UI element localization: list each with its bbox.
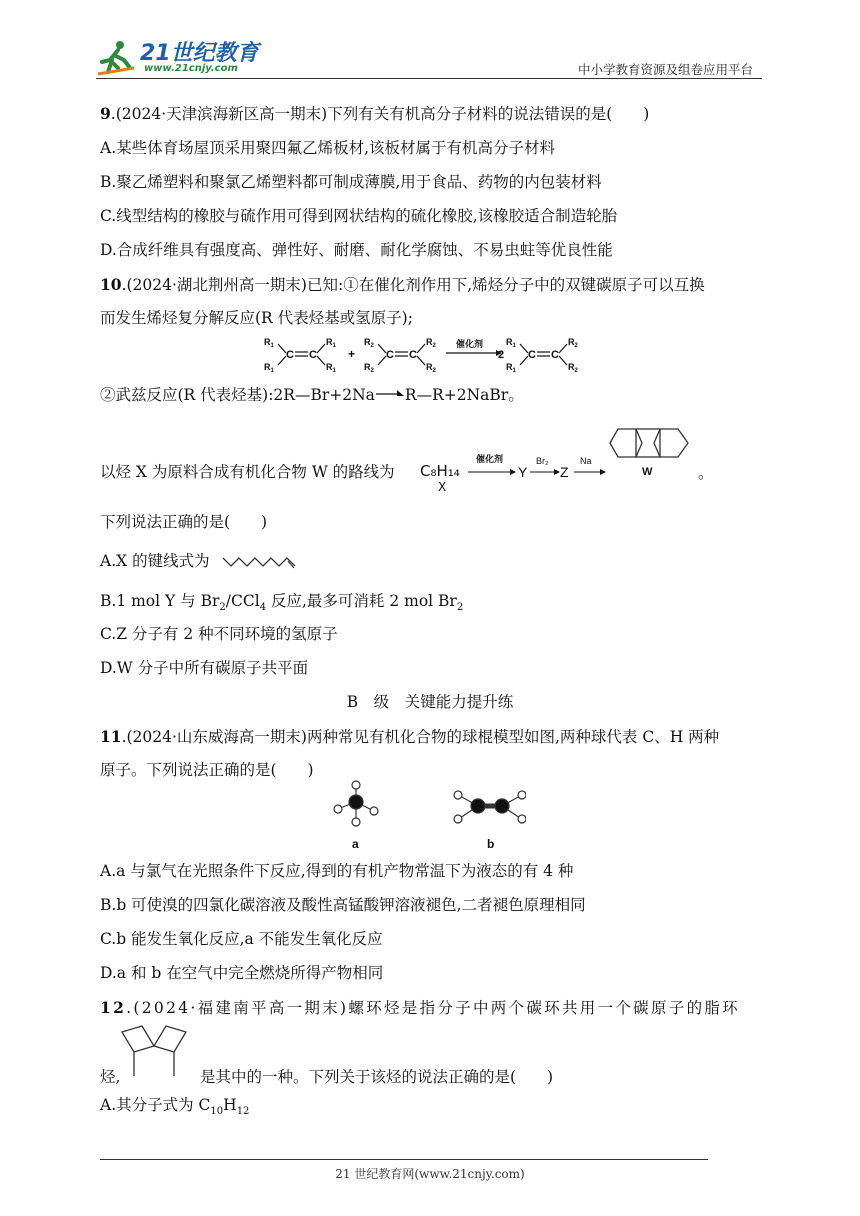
ball-stick-models [326, 780, 526, 852]
q12-stem-1-text: .(2024·福建南平高一期末)螺环烃是指分子中两个碳环共用一个碳原子的脂环 [126, 999, 740, 1017]
q11-stem-1 [100, 726, 719, 748]
q10-option-c: C.Z 分子有 2 种不同环境的氢原子 [100, 625, 338, 643]
wurtz-arrow-icon [375, 389, 405, 403]
route-z-label: Z [560, 464, 569, 480]
svg-text:R1: $R_1$ [264, 337, 274, 349]
q10-option-b: B.1 mol Y 与 $Br_2/CCl_4$ 反应,最多可消耗 2 mol $Br_2$ [100, 592, 464, 614]
q10-stem-1 [100, 274, 705, 296]
q10-ask: 下列说法正确的是( ) [100, 513, 268, 531]
footer-rule [100, 1159, 708, 1160]
wurtz-products: R—R+2NaBr。 [404, 386, 524, 404]
q10-option-a [100, 550, 299, 572]
svg-text:R2: $R_2$ [364, 337, 374, 349]
svg-text:+: + [348, 347, 356, 361]
q10-wurtz-reaction [100, 384, 524, 406]
header-logo [96, 36, 266, 80]
q12-number: 12 [100, 998, 127, 1017]
q10-number: 10 [100, 275, 122, 294]
metathesis-reaction-scheme [260, 332, 600, 376]
route-na-label: Na [580, 456, 592, 466]
q10-option-b-pre: B.1 mol Y 与 Br [100, 592, 220, 610]
q11-option-d: D.a 和 b 在空气中完全燃烧所得产物相同 [100, 964, 384, 982]
logo-title: 21世纪教育 [140, 41, 259, 66]
q10-formula: C₈H₁₄ [420, 462, 460, 480]
metathesis-catalyst-label: 催化剂 [456, 339, 484, 349]
q9-stem [100, 103, 649, 125]
q11-number: 11 [100, 727, 122, 746]
w-structure-icon [604, 423, 696, 481]
svg-text:R1: $R_1$ [506, 362, 516, 374]
wurtz-reactants: ②武兹反应(R 代表烃基):2R—Br+2Na [100, 386, 375, 404]
svg-text:R1: $R_1$ [264, 362, 274, 374]
q9-option-d: D.合成纤维具有强度高、弹性好、耐磨、耐化学腐蚀、不易虫蛀等优良性能 [100, 241, 613, 259]
route-y-label: Y [518, 464, 528, 480]
svg-text:C: C [528, 349, 536, 361]
section-heading: B 级 关键能力提升练 [346, 693, 514, 711]
q11-option-b: B.b 可使溴的四氯化碳溶液及酸性高锰酸钾溶液褪色,二者褪色原理相同 [100, 896, 586, 914]
svg-text:C: C [286, 349, 294, 361]
q12-option-a-pre: A.其分子式为 C [100, 1096, 211, 1114]
q10-option-b-mid: /CCl [225, 592, 260, 610]
q9-stem-text: .(2024·天津滨海新区高一期末)下列有关有机高分子材料的说法错误的是( ) [110, 105, 650, 123]
svg-text:R1: $R_1$ [326, 337, 336, 349]
q11-option-c: C.b 能发生氧化反应,a 不能发生氧化反应 [100, 930, 383, 948]
svg-text:R1: $R_1$ [506, 337, 516, 349]
svg-text:R2: $R_2$ [568, 362, 578, 374]
q11-stem-1-text: .(2024·山东威海高一期末)两种常见有机化合物的球棍模型如图,两种球代表 C、H 两种 [121, 728, 720, 746]
q10-option-b-post: 反应,最多可消耗 2 mol Br [266, 592, 457, 610]
q11-stem-2: 原子。下列说法正确的是( ) [100, 761, 314, 779]
q10-stem-1-text: .(2024·湖北荆州高一期末)已知:①在催化剂作用下,烯烃分子中的双键碳原子可以互换 [121, 276, 705, 294]
svg-text:R2: $R_2$ [426, 337, 436, 349]
svg-text:C: C [386, 349, 394, 361]
q12-option-a: A.其分子式为 $C_{10}H_{12}$ [100, 1096, 250, 1118]
q12-stem-1 [100, 997, 740, 1019]
q10-x-label: X [438, 480, 447, 494]
q9-number: 9 [100, 104, 111, 123]
svg-text:R1: $R_1$ [326, 362, 336, 374]
q12-stem-2-pre: 烃, [100, 1068, 121, 1086]
logo-url: www.21cnjy.com [144, 63, 238, 74]
q10-stem-2: 而发生烯烃复分解反应(R 代表烃基或氢原子); [100, 309, 413, 327]
q10-route-prefix: 以烃 X 为原料合成有机化合物 W 的路线为 [100, 463, 395, 481]
svg-text:R2: $R_2$ [364, 362, 374, 374]
logo-runner-icon [96, 38, 136, 78]
q9-option-b: B.聚乙烯塑料和聚氯乙烯塑料都可制成薄膜,用于食品、药物的内包装材料 [100, 173, 602, 191]
svg-text:C: C [409, 349, 417, 361]
q9-option-c: C.线型结构的橡胶与硫作用可得到网状结构的硫化橡胶,该橡胶适合制造轮胎 [100, 207, 618, 225]
route-catalyst-label: 催化剂 [476, 454, 504, 464]
w-label: W [642, 466, 653, 478]
route-br2-label: Br₂ [536, 456, 549, 466]
q10-route-period: 。 [698, 464, 714, 482]
svg-text:R2: $R_2$ [568, 337, 578, 349]
svg-text:C: C [551, 349, 559, 361]
header-right-text: 中小学教育资源及组卷应用平台 [578, 62, 754, 77]
svg-text:C: C [309, 349, 317, 361]
svg-text:R2: $R_2$ [426, 362, 436, 374]
footer-text: 21 世纪教育网(www.21cnjy.com) [335, 1167, 525, 1181]
q12-stem-2-post: 是其中的一种。下列关于该烃的说法正确的是( ) [200, 1068, 554, 1086]
x-skeletal-formula-icon [221, 554, 299, 570]
model-a-label: a [352, 837, 359, 851]
header-rule [96, 78, 762, 79]
q10-option-d: D.W 分子中所有碳原子共平面 [100, 659, 309, 677]
q12-option-a-mid: H [223, 1096, 237, 1114]
svg-text:2: 2 [498, 349, 505, 361]
q9-option-a: A.某些体育场屋顶采用聚四氟乙烯板材,该板材属于有机高分子材料 [100, 139, 556, 157]
q10-option-a-text: A.X 的键线式为 [100, 552, 210, 570]
q11-option-a: A.a 与氯气在光照条件下反应,得到的有机产物常温下为液态的有 4 种 [100, 862, 574, 880]
spiro-hydrocarbon-structure-icon [118, 1022, 190, 1080]
q10-route-arrows [466, 452, 616, 482]
model-b-label: b [487, 837, 495, 851]
